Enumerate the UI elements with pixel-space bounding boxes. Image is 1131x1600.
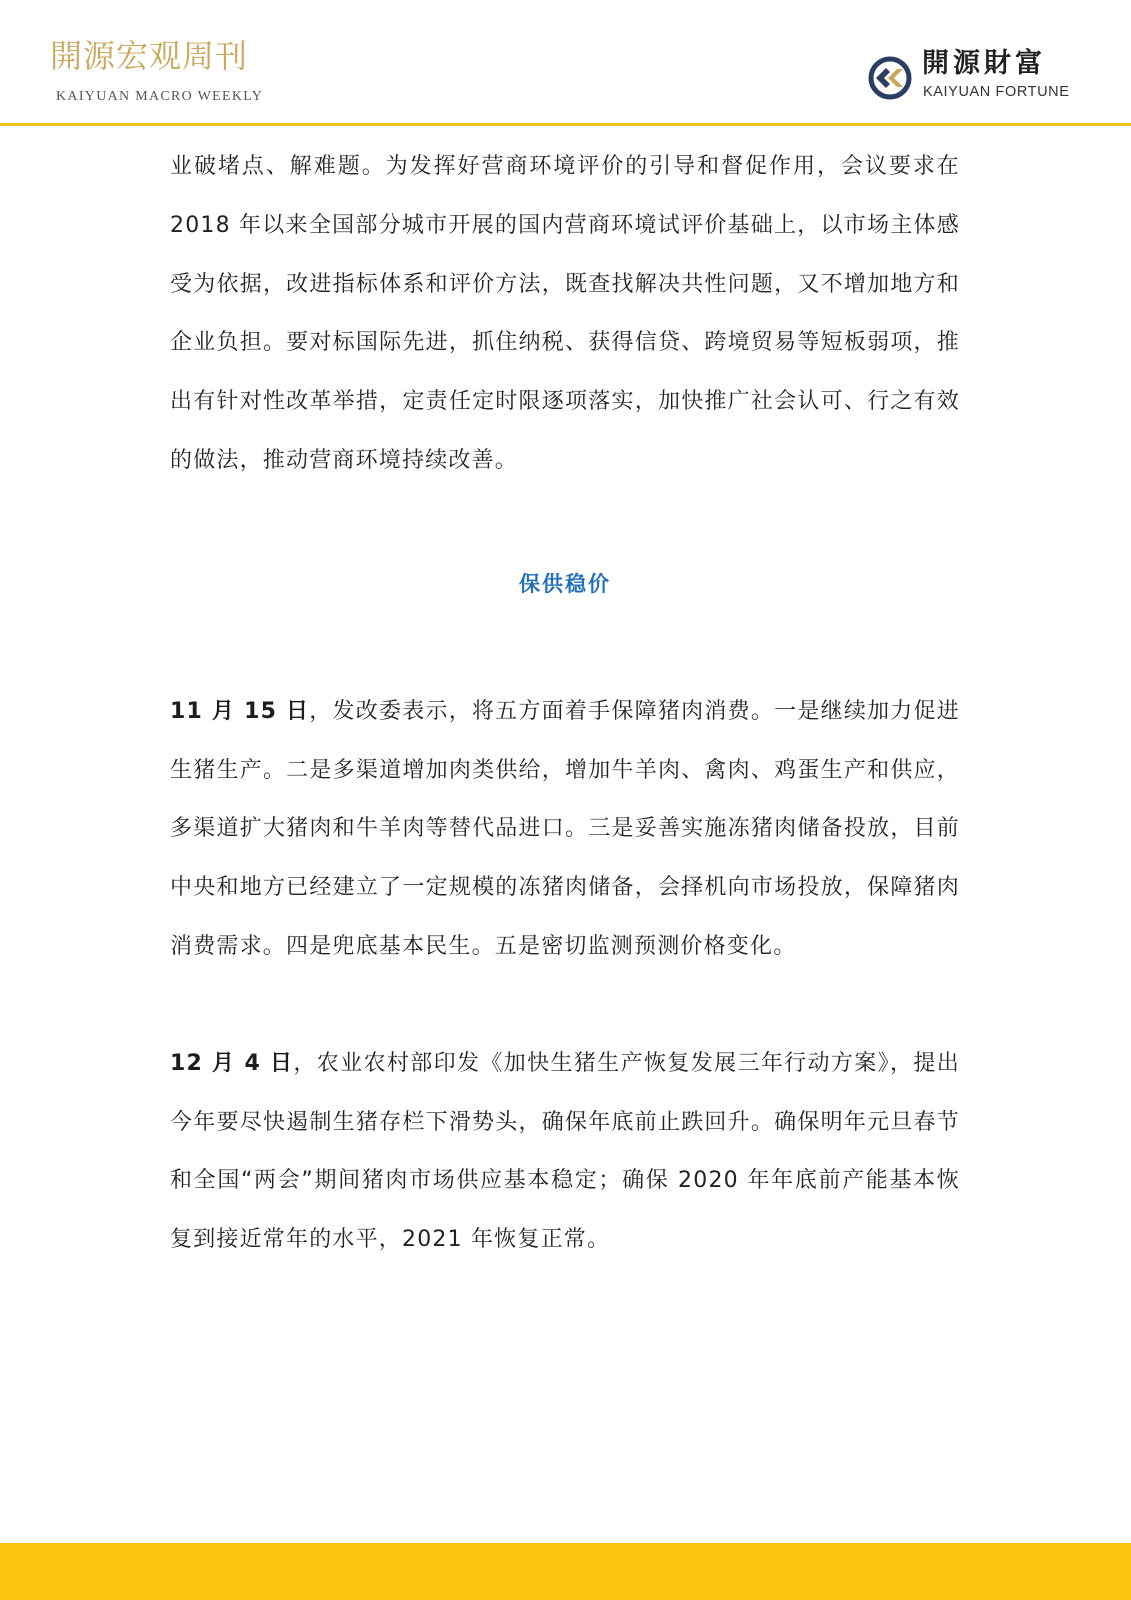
date-label: 12 月 4 日 <box>170 1050 294 1076</box>
section-heading: 保供稳价 <box>519 571 611 596</box>
paragraph-text: ，农业农村部印发《加快生猪生产恢复发展三年行动方案》，提出今年要尽快遏制生猪存栏下滑势头，确保年底前止跌回升。确保明年元旦春节和全国“两会”期间猪肉市场供应基本稳定；确保 2020 年年底前产能基本恢复到接近常年的水平，2021 年恢复正常。 <box>170 1050 960 1253</box>
header-divider <box>0 123 1131 126</box>
paragraph-pork-supply <box>170 683 960 977</box>
publication-title: 開源宏观周刊 <box>50 37 249 75</box>
page-header <box>0 0 1131 126</box>
footer-bar <box>0 1543 1131 1600</box>
logo-text-en: KAIYUAN FORTUNE <box>923 84 1070 100</box>
company-logo <box>866 48 1106 108</box>
article-body <box>170 138 960 1270</box>
logo-text-cn: 開源財富 <box>922 48 1046 79</box>
kaiyuan-logo-icon <box>866 54 914 102</box>
paragraph-text: ，发改委表示，将五方面着手保障猪肉消费。一是继续加力促进生猪生产。二是多渠道增加肉类供给，增加牛羊肉、禽肉、鸡蛋生产和供应，多渠道扩大猪肉和牛羊肉等替代品进口。三是妥善实施冻猪肉储备投放，目前中央和地方已经建立了一定规模的冻猪肉储备，会择机向市场投放，保障猪肉消费需求。四是兜底基本民生。五是密切监测预测价格变化。 <box>170 698 960 959</box>
publication-subtitle: KAIYUAN MACRO WEEKLY <box>56 89 264 104</box>
date-label: 11 月 15 日 <box>170 698 310 724</box>
paragraph-business-environment: 业破堵点、解难题。为发挥好营商环境评价的引导和督促作用，会议要求在 2018 年以来全国部分城市开展的国内营商环境试评价基础上，以市场主体感受为依据，改进指标体系和评价方法，既查找解决共性问题，又不增加地方和企业负担。要对标国际先进，抓住纳税、获得信贷、跨境贸易等短板弱项，推出有针对性改革举措，定责任定时限逐项落实，加快推广社会认可、行之有效的做法，推动营商环境持续改善。 <box>170 154 960 473</box>
paragraph-pig-production-plan <box>170 1035 960 1270</box>
